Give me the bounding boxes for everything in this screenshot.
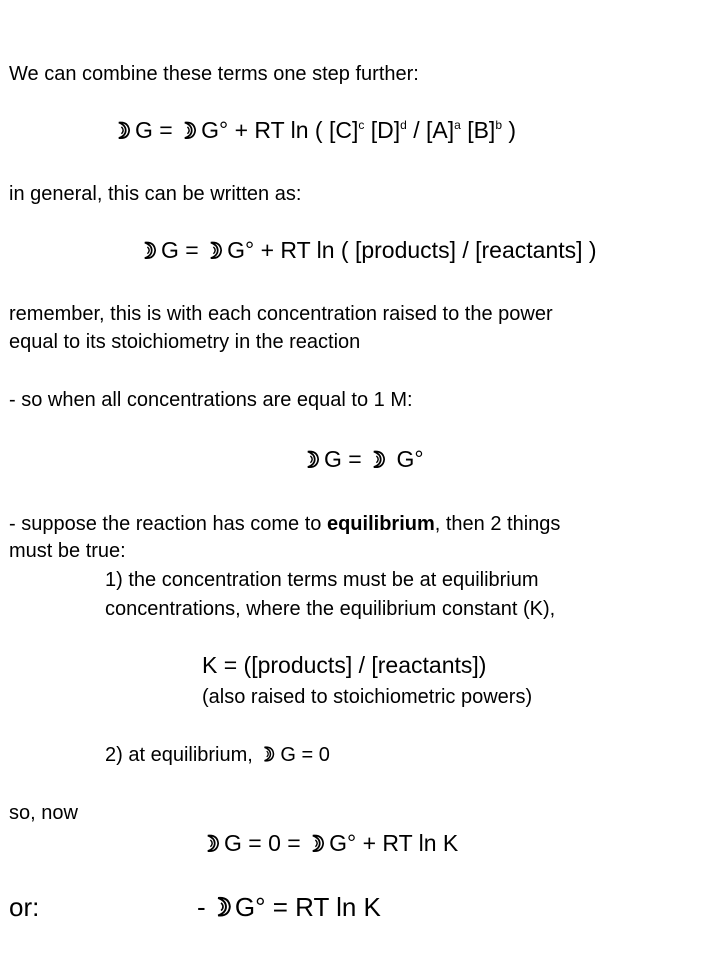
so-when-text: - so when all concentrations are equal to 1 M:	[9, 389, 413, 411]
delta-icon	[302, 449, 324, 470]
final-label: or:	[9, 892, 40, 922]
stoichiometric-note: (also raised to stoichiometric powers)	[202, 686, 533, 708]
general-text: in general, this can be written as:	[9, 183, 302, 205]
remember-line-2: equal to its stoichiometry in the reaction	[9, 331, 361, 353]
delta-icon	[213, 895, 235, 918]
equation-equilibrium: G = 0 = G° + RT ln K	[202, 832, 458, 855]
so-now-text: so, now	[9, 802, 78, 824]
equation-gibbs-concentrations: G = G° + RT ln ( $[C]^c$ $[D]^d / [A]^a$ $[B]^b$ )	[113, 119, 516, 142]
point-1-line-1: 1) the concentration terms must be at equilibrium	[105, 569, 539, 591]
remember-line-1: remember, this is with each concentration raised to the power	[9, 303, 553, 325]
delta-icon	[205, 240, 227, 261]
equilibrium-constant-equation: K = ([products] / [reactants])	[202, 652, 487, 678]
delta-icon	[307, 833, 329, 854]
equilibrium-keyword: equilibrium	[326, 513, 435, 535]
final-equation: - G° = RT ln K	[197, 892, 381, 922]
equation-gibbs-products: G = G° + RT ln ( [products] / [reactants] )	[139, 239, 597, 262]
point-2: 2) at equilibrium, G = 0	[105, 744, 330, 766]
delta-icon	[113, 120, 135, 141]
delta-icon	[139, 240, 161, 261]
delta-icon	[368, 449, 390, 470]
suppose-line-2: must be true:	[9, 540, 126, 562]
point-1-line-2: concentrations, where the equilibrium constant (K),	[105, 598, 556, 620]
delta-icon	[179, 120, 201, 141]
suppose-line-1: - suppose the reaction has come to equilibrium, then 2 things	[9, 513, 561, 535]
delta-icon	[202, 833, 224, 854]
delta-icon	[258, 745, 280, 763]
equation-standard-state: G = G°	[302, 448, 424, 471]
intro-text: We can combine these terms one step further:	[9, 63, 419, 85]
